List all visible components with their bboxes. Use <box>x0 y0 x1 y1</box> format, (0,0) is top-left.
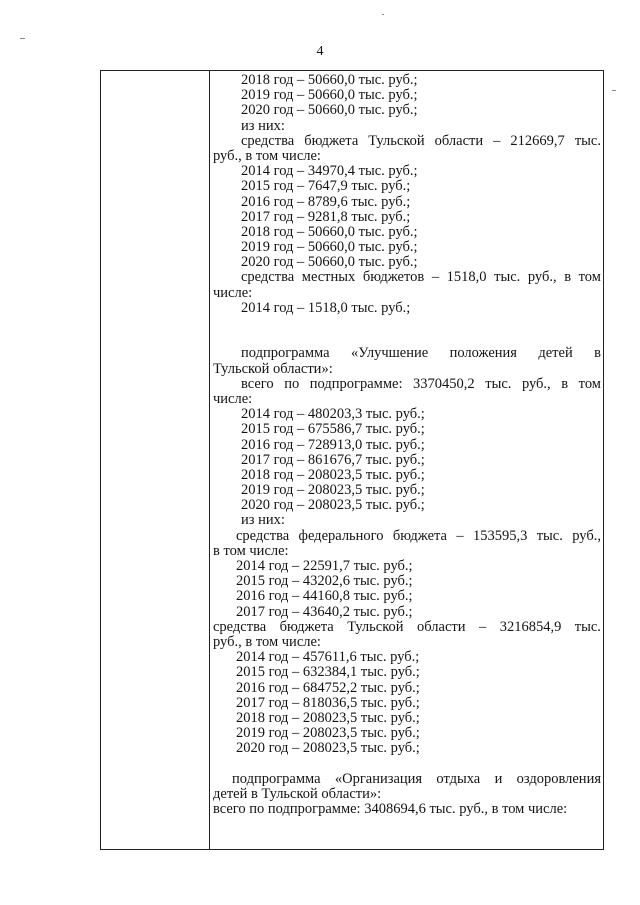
text-line: 2020 год – 50660,0 тыс. руб.; <box>241 255 418 271</box>
word: положения <box>449 346 517 362</box>
word: тыс. <box>574 619 601 635</box>
blank-line <box>213 331 601 346</box>
text-line: 2018 год – 208023,5 тыс. руб.; <box>241 467 425 483</box>
word: 212669,7 <box>510 133 565 149</box>
word: «Улучшение <box>350 346 429 362</box>
blank-line <box>213 316 601 331</box>
word: отдыха <box>436 771 481 787</box>
text-line: 2015 год – 43202,6 тыс. руб.; <box>236 574 413 590</box>
word: руб., <box>572 528 601 544</box>
word: средства <box>241 270 295 286</box>
text-line: руб., в том числе: <box>213 148 321 164</box>
text-line <box>213 377 601 392</box>
word: Тульской <box>368 133 425 149</box>
word: – <box>478 619 487 635</box>
text-line: из них: <box>241 118 285 134</box>
word: – <box>431 270 440 286</box>
word: средства <box>213 619 267 635</box>
text-line: 2019 год – 50660,0 тыс. руб.; <box>241 240 418 256</box>
word: бюджета <box>304 133 359 149</box>
text-line: 2018 год – 50660,0 тыс. руб.; <box>241 224 418 240</box>
text-line <box>213 346 601 361</box>
program-table <box>100 70 604 850</box>
text-line: 2018 год – 208023,5 тыс. руб.; <box>236 710 420 726</box>
text-line: числе: <box>213 285 253 301</box>
text-line: числе: <box>213 391 253 407</box>
word: средства <box>236 528 290 544</box>
text-line: 2014 год – 34970,4 тыс. руб.; <box>241 164 418 180</box>
column-divider <box>209 71 210 849</box>
text-line: 2017 год – 861676,7 тыс. руб.; <box>241 452 425 468</box>
text-line: 2016 год – 684752,2 тыс. руб.; <box>236 680 420 696</box>
word: в <box>594 346 601 362</box>
word: федерального <box>298 528 384 544</box>
word: 3216854,9 <box>499 619 562 635</box>
text-line: 2014 год – 480203,3 тыс. руб.; <box>241 407 425 423</box>
text-line: 2016 год – 728913,0 тыс. руб.; <box>241 437 425 453</box>
text-line: 2014 год – 1518,0 тыс. руб.; <box>241 300 411 316</box>
word: том <box>578 376 601 392</box>
word: Тульской <box>347 619 404 635</box>
text-line: 2017 год – 43640,2 тыс. руб.; <box>236 604 413 620</box>
text-line: 2014 год – 457611,6 тыс. руб.; <box>236 650 420 666</box>
word: по <box>284 376 300 392</box>
word: детей <box>538 346 573 362</box>
word: средства <box>241 133 295 149</box>
text-line <box>213 529 601 544</box>
text-line: 2019 год – 208023,5 тыс. руб.; <box>241 483 425 499</box>
word: том <box>578 270 601 286</box>
word: бюджета <box>279 619 334 635</box>
scan-artifact <box>612 90 616 91</box>
word: тыс. <box>494 270 521 286</box>
scan-artifact <box>382 14 384 15</box>
word: подпрограмме: <box>309 376 403 392</box>
word: местных <box>301 270 356 286</box>
text-line: 2020 год – 208023,5 тыс. руб.; <box>241 498 425 514</box>
text-line: из них: <box>241 513 285 529</box>
text-line <box>213 270 601 285</box>
word: 153595,3 <box>472 528 528 544</box>
text-line: 2015 год – 632384,1 тыс. руб.; <box>236 665 420 681</box>
text-line: всего по подпрограмме: 3408694,6 тыс. руб., в том числе: <box>213 802 568 817</box>
word: и <box>494 771 503 787</box>
word: подпрограмма <box>241 346 330 362</box>
word: руб., <box>527 270 557 286</box>
word: 1518,0 <box>446 270 487 286</box>
word: тыс. <box>485 376 512 392</box>
word: тыс. <box>574 133 601 149</box>
text-line: руб., в том числе: <box>213 634 321 650</box>
word: в <box>564 270 572 286</box>
word: руб., <box>521 376 551 392</box>
text-line: 2018 год – 50660,0 тыс. руб.; <box>241 73 418 88</box>
text-line: 2016 год – 44160,8 тыс. руб.; <box>236 589 413 605</box>
text-line: 2019 год – 50660,0 тыс. руб.; <box>241 88 418 104</box>
text-line: 2020 год – 208023,5 тыс. руб.; <box>236 741 420 757</box>
funding-text-cell <box>213 73 601 817</box>
text-line: 2017 год – 9281,8 тыс. руб.; <box>241 209 411 225</box>
word: бюджета <box>392 528 447 544</box>
word: в <box>561 376 569 392</box>
text-line: 2020 год – 50660,0 тыс. руб.; <box>241 103 418 119</box>
text-line <box>213 772 601 787</box>
text-line: 2016 год – 8789,6 тыс. руб.; <box>241 194 411 210</box>
text-line: 2014 год – 22591,7 тыс. руб.; <box>236 559 413 574</box>
text-line: 2017 год – 818036,5 тыс. руб.; <box>236 695 420 711</box>
text-line: детей в Тульской области»: <box>213 786 382 802</box>
word: 3370450,2 <box>413 376 475 392</box>
scan-artifact <box>20 38 25 39</box>
word: всего <box>241 376 274 392</box>
text-line: Тульской области»: <box>213 361 333 377</box>
word: – <box>456 528 464 544</box>
text-line <box>213 134 601 149</box>
word: – <box>493 133 501 149</box>
text-line: 2015 год – 675586,7 тыс. руб.; <box>241 422 425 438</box>
blank-line <box>213 756 601 771</box>
word: области <box>417 619 466 635</box>
word: тыс. <box>536 528 563 544</box>
text-line: 2019 год – 208023,5 тыс. руб.; <box>236 726 420 742</box>
page-number: 4 <box>316 44 324 59</box>
word: области <box>434 133 484 149</box>
text-line <box>213 620 601 635</box>
word: бюджетов <box>362 270 425 286</box>
text-line: 2015 год – 7647,9 тыс. руб.; <box>241 179 411 195</box>
word: подпрограмма <box>232 771 321 787</box>
text-line: в том числе: <box>213 543 289 559</box>
word: «Организация <box>334 771 423 787</box>
word: оздоровления <box>516 771 601 787</box>
